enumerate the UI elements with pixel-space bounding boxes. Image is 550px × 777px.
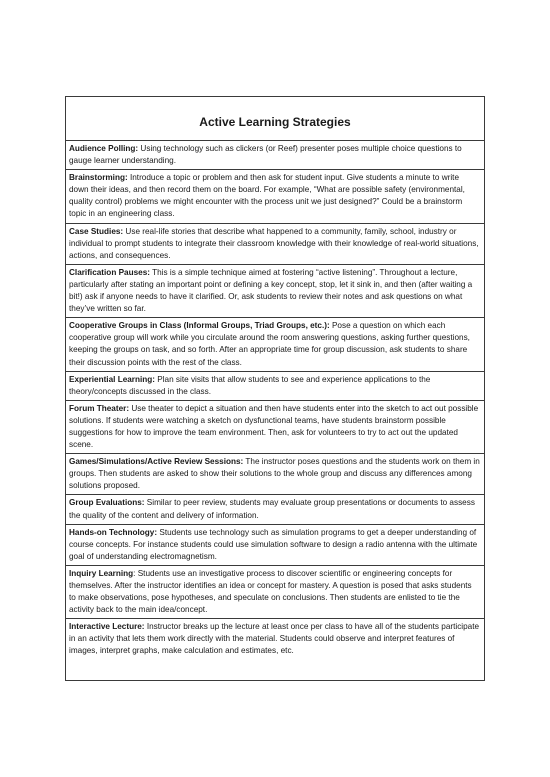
strategy-term: Forum Theater: xyxy=(69,403,130,413)
strategy-row xyxy=(66,566,484,619)
strategy-description: Using technology such as clickers (or Reef) presenter poses multiple choice questions to gauge learner understanding. xyxy=(69,144,462,166)
strategy-row xyxy=(66,454,484,495)
strategy-term: Inquiry Learning xyxy=(69,568,134,578)
strategy-description: Use real-life stories that describe what happened to a community, family, school, industry or individual to prompt students to integrate their classroom knowledge with their knowledge of real-world situations, actions, and consequences. xyxy=(69,226,479,260)
strategy-row xyxy=(66,372,484,401)
strategy-term: Cooperative Groups in Class (Informal Groups, Triad Groups, etc.): xyxy=(69,321,330,331)
strategy-row xyxy=(66,525,484,566)
strategy-description: Plan site visits that allow students to see and experience applications to the theory/concepts discussed in the class. xyxy=(69,374,431,396)
strategy-row xyxy=(66,318,484,371)
document-title: Active Learning Strategies xyxy=(199,114,351,129)
strategy-term: Interactive Lecture: xyxy=(69,622,145,632)
strategy-description: : Students use an investigative process to discover scientific or engineering concepts for themselves. After the instructor identifies an idea or concept for mastery. A question is posed that asks students to make observations, pose hypotheses, and speculate on conclusions. Then students are enlisted to tie the activity back to the main idea/concept. xyxy=(69,568,472,615)
strategy-row xyxy=(66,170,484,223)
strategy-term: Audience Polling: xyxy=(69,144,139,153)
strategy-row xyxy=(66,141,484,170)
strategy-term: Games/Simulations/Active Review Sessions: xyxy=(69,457,244,467)
strategy-row xyxy=(66,401,484,454)
strategy-description: Students use technology such as simulation programs to get a deeper understanding of course concepts. For instance students could use simulation software to design a radio antenna with the ultimate goal of understanding electromagnetism. xyxy=(69,527,478,561)
strategy-row xyxy=(66,224,484,265)
strategy-term: Brainstorming: xyxy=(69,173,128,183)
strategy-term: Case Studies: xyxy=(69,226,124,236)
strategy-term: Clarification Pauses: xyxy=(69,267,150,277)
title-row xyxy=(66,97,484,141)
strategy-term: Hands-on Technology: xyxy=(69,527,158,537)
strategy-row xyxy=(66,495,484,524)
strategy-term: Experiential Learning: xyxy=(69,374,155,384)
strategy-description: The instructor poses questions and the students work on them in groups. Then students are asked to show their solutions to the whole group and discuss any differences among solutions proposed. xyxy=(69,457,480,491)
strategy-term: Group Evaluations: xyxy=(69,498,145,508)
strategy-description: Pose a question on which each cooperative group will work while you circulate around the room answering questions, asking further questions, keeping the groups on task, and so forth. After an appropriate time for group discussion, ask students to share their discussion points with the rest of the class. xyxy=(69,321,470,367)
strategies-table xyxy=(65,96,485,681)
strategy-description: Similar to peer review, students may evaluate group presentations or documents to assess the quality of the content and delivery of information. xyxy=(69,498,475,520)
strategy-description: This is a simple technique aimed at fostering “active listening”. Throughout a lecture, particularly after stating an important point or defining a key concept, stop, let it sink in, and then (after waiting a bit!) ask if anyone needs to have it clarified. Or, ask students to review their notes and ask questions on what they’ve written so far. xyxy=(69,267,473,314)
strategy-description: Introduce a topic or problem and then ask for student input. Give students a minute to write down their ideas, and then record them on the board. For example, “What are possible safety (environmental, quality control) problems we might encounter with the process unit we just designed?” Could be a brainstorm topic in an engineering class. xyxy=(69,173,465,219)
strategy-row xyxy=(66,265,484,318)
strategy-row xyxy=(66,619,484,679)
strategy-description: Use theater to depict a situation and then have students enter into the sketch to act out possible solutions. If students were watching a sketch on dysfunctional teams, have students brainstorm possible suggestions for how to improve the team environment. Then, ask for volunteers to try to act out the updated scene. xyxy=(69,403,479,450)
strategy-description: Instructor breaks up the lecture at least once per class to have all of the students participate in an activity that lets them work directly with the material. Students could observe and interpret features of images, interpret graphs, make calculation and estimates, etc. xyxy=(69,622,480,656)
